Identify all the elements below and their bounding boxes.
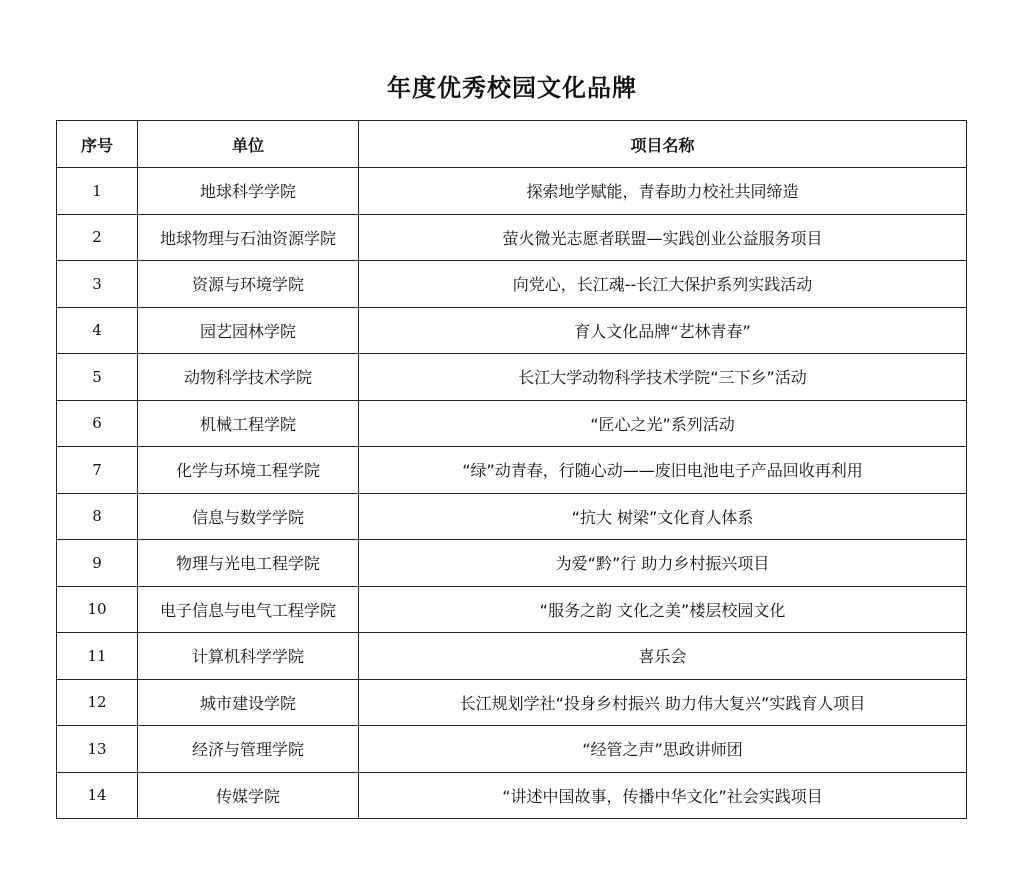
row-project: “绿”动青春，行随心动——废旧电池电子产品回收再利用 xyxy=(359,447,967,494)
row-unit: 信息与数学学院 xyxy=(138,493,359,540)
row-unit: 机械工程学院 xyxy=(138,400,359,447)
row-unit: 传媒学院 xyxy=(138,772,359,819)
row-project: “匠心之光”系列活动 xyxy=(359,400,967,447)
table-row xyxy=(57,354,967,401)
row-no: 10 xyxy=(57,586,138,633)
table-row xyxy=(57,633,967,680)
table-row xyxy=(57,493,967,540)
row-unit: 经济与管理学院 xyxy=(138,726,359,773)
row-project: 长江规划学社“投身乡村振兴 助力伟大复兴”实践育人项目 xyxy=(359,679,967,726)
brand-table xyxy=(56,120,967,819)
table-row xyxy=(57,540,967,587)
row-project: 萤火微光志愿者联盟—实践创业公益服务项目 xyxy=(359,214,967,261)
row-unit: 资源与环境学院 xyxy=(138,261,359,308)
row-project: 向党心，长江魂--长江大保护系列实践活动 xyxy=(359,261,967,308)
table-row xyxy=(57,400,967,447)
table-row xyxy=(57,679,967,726)
row-no: 8 xyxy=(57,493,138,540)
row-no: 3 xyxy=(57,261,138,308)
row-no: 2 xyxy=(57,214,138,261)
row-unit: 计算机科学学院 xyxy=(138,633,359,680)
row-no: 14 xyxy=(57,772,138,819)
row-unit: 城市建设学院 xyxy=(138,679,359,726)
row-project: 探索地学赋能，青春助力校社共同缔造 xyxy=(359,168,967,215)
row-unit: 物理与光电工程学院 xyxy=(138,540,359,587)
row-no: 7 xyxy=(57,447,138,494)
row-no: 1 xyxy=(57,168,138,215)
table-row xyxy=(57,261,967,308)
row-no: 13 xyxy=(57,726,138,773)
row-no: 5 xyxy=(57,354,138,401)
row-project: 育人文化品牌“艺林青春” xyxy=(359,307,967,354)
row-unit: 地球物理与石油资源学院 xyxy=(138,214,359,261)
table-row xyxy=(57,586,967,633)
row-unit: 化学与环境工程学院 xyxy=(138,447,359,494)
row-project: 长江大学动物科学技术学院“三下乡”活动 xyxy=(359,354,967,401)
table-header-row xyxy=(57,121,967,168)
header-no: 序号 xyxy=(57,121,138,168)
table-row xyxy=(57,772,967,819)
table-row xyxy=(57,726,967,773)
row-unit: 动物科学技术学院 xyxy=(138,354,359,401)
row-unit: 园艺园林学院 xyxy=(138,307,359,354)
page-title: 年度优秀校园文化品牌 xyxy=(387,74,637,102)
row-no: 6 xyxy=(57,400,138,447)
row-no: 12 xyxy=(57,679,138,726)
table-row xyxy=(57,307,967,354)
row-unit: 地球科学学院 xyxy=(138,168,359,215)
row-project: “抗大 树梁”文化育人体系 xyxy=(359,493,967,540)
row-no: 11 xyxy=(57,633,138,680)
header-project: 项目名称 xyxy=(359,121,967,168)
row-unit: 电子信息与电气工程学院 xyxy=(138,586,359,633)
table-row xyxy=(57,447,967,494)
row-no: 4 xyxy=(57,307,138,354)
row-project: “服务之韵 文化之美”楼层校园文化 xyxy=(359,586,967,633)
row-project: “经管之声”思政讲师团 xyxy=(359,726,967,773)
row-project: 为爱“黔”行 助力乡村振兴项目 xyxy=(359,540,967,587)
table-row xyxy=(57,168,967,215)
row-no: 9 xyxy=(57,540,138,587)
table-row xyxy=(57,214,967,261)
row-project: 喜乐会 xyxy=(359,633,967,680)
row-project: “讲述中国故事，传播中华文化”社会实践项目 xyxy=(359,772,967,819)
header-unit: 单位 xyxy=(138,121,359,168)
